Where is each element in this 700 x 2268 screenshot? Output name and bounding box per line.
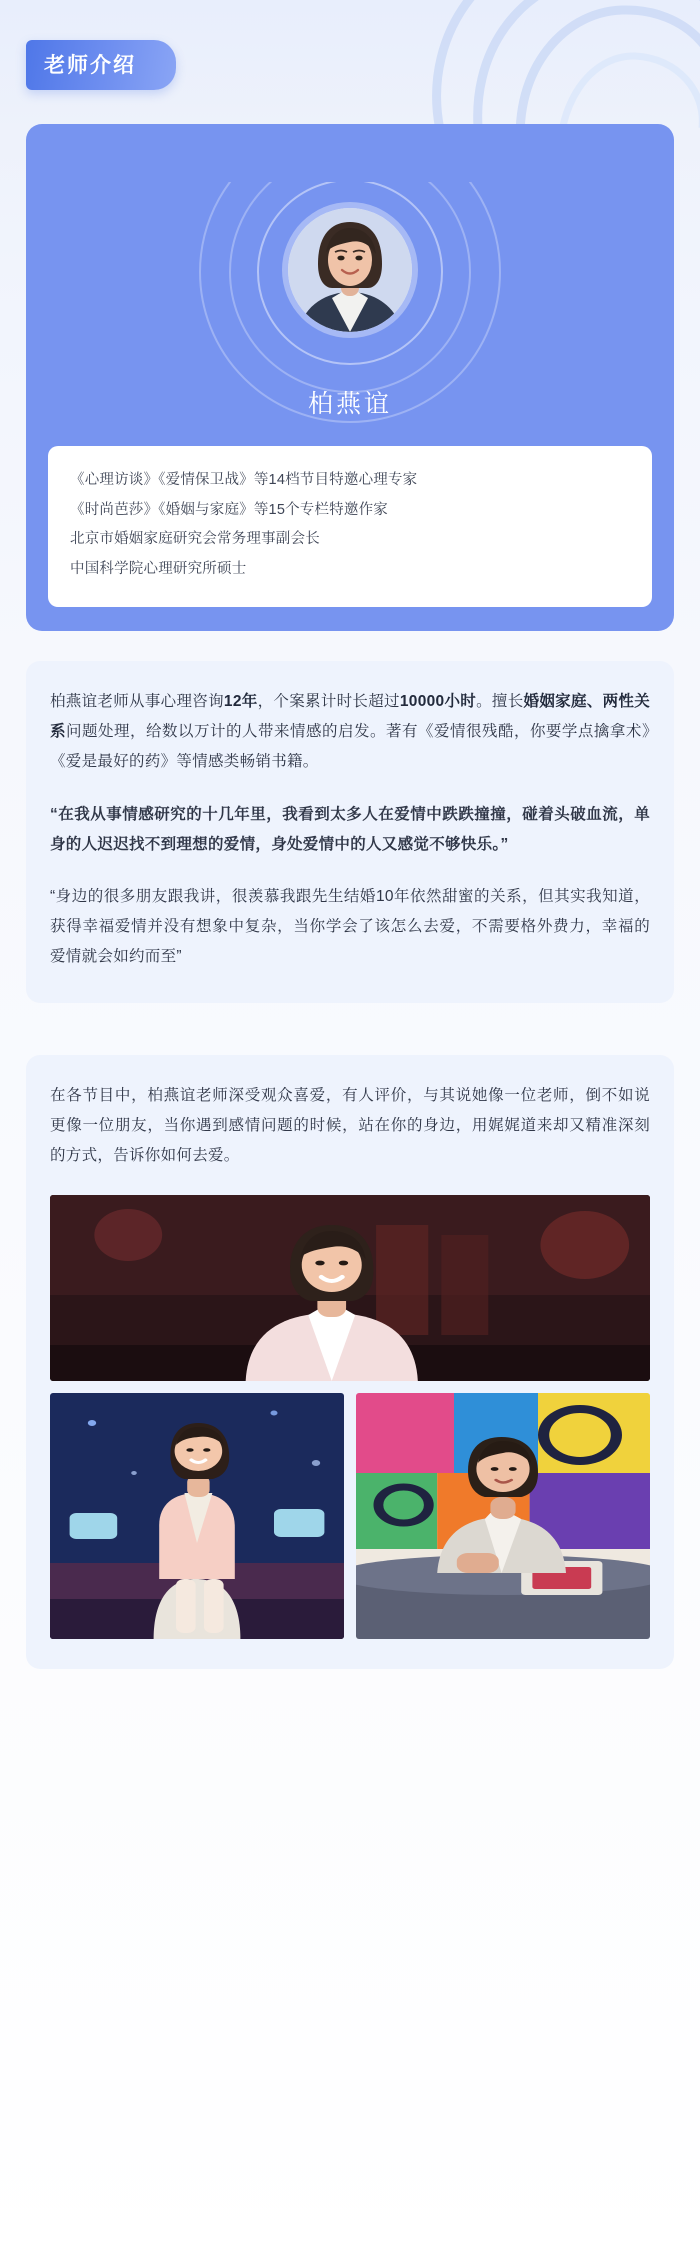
profile-card bbox=[26, 124, 674, 631]
narrative-text: 在各节目中，柏燕谊老师深受观众喜爱，有人评价，与其说她像一位老师，倒不如说更像一位朋友，当你遇到感情问题的时候，站在你的身边，用娓娓道来却又精准深刻的方式，告诉你如何去爱。 bbox=[50, 1086, 650, 1165]
bio-text: 。擅长 bbox=[476, 692, 524, 710]
bio-quote-2: “身边的很多朋友跟我讲，很羡慕我跟先生结婚10年依然甜蜜的关系，但其实我知道，获得幸福爱情并没有想象中复杂，当你学会了该怎么去爱，不需要格外费力，幸福的爱情就会如约而至” bbox=[50, 887, 650, 966]
bio-block bbox=[26, 661, 674, 1003]
section-heading: 老师介绍 bbox=[26, 40, 176, 90]
bio-quote-1: “在我从事情感研究的十几年里，我看到太多人在爱情中跌跌撞撞，碰着头破血流，单身的人迟迟找不到理想的爱情，身处爱情中的人又感觉不够快乐。” bbox=[50, 805, 650, 853]
avatar bbox=[288, 208, 412, 332]
credentials-card bbox=[48, 446, 652, 607]
bio-emphasis: 12年 bbox=[223, 692, 258, 710]
photo-stage-smiling bbox=[50, 1195, 650, 1381]
photo-desk-interview bbox=[356, 1393, 650, 1639]
credential-line: 《时尚芭莎》《婚姻与家庭》等15个专栏特邀作家 bbox=[70, 501, 388, 518]
bottom-spacer bbox=[26, 1669, 674, 1749]
bio-paragraph bbox=[50, 687, 650, 778]
content-column bbox=[0, 124, 700, 1749]
teacher-portrait-icon bbox=[288, 208, 412, 332]
bio-emphasis: 10000小时 bbox=[399, 692, 477, 710]
photo-seated-set bbox=[50, 1393, 344, 1639]
photo-studio-blue-icon bbox=[50, 1393, 344, 1639]
bio-emphasis: 婚姻家庭、两性关系 bbox=[50, 692, 650, 741]
bio-text: 问题处理，给数以万计的人带来情感的启发。著有《 bbox=[66, 723, 434, 741]
bio-text: ，个案累计时长超过 bbox=[257, 692, 400, 710]
credential-line: 《心理访谈》《爱情保卫战》等14档节目特邀心理专家 bbox=[70, 472, 418, 488]
photo-stage-icon bbox=[50, 1195, 650, 1381]
bio-text: 爱情很残酷，你要学点擒拿术 bbox=[433, 723, 642, 741]
section-heading-wrap bbox=[0, 0, 700, 90]
teacher-name: 柏燕谊 bbox=[307, 390, 392, 418]
bio-text: 柏燕谊老师从事心理咨询 bbox=[50, 692, 224, 710]
bio-text: 》《爱是最好的药》等情感类畅销书籍。 bbox=[50, 723, 650, 771]
narrative-block bbox=[26, 1055, 674, 1670]
photo-row bbox=[50, 1393, 650, 1639]
avatar-area bbox=[48, 150, 652, 390]
photo-studio-colorful-icon bbox=[356, 1393, 650, 1639]
credential-line: 北京市婚姻家庭研究会常务理事副会长 bbox=[70, 531, 320, 548]
credential-line: 中国科学院心理研究所硕士 bbox=[70, 561, 247, 578]
